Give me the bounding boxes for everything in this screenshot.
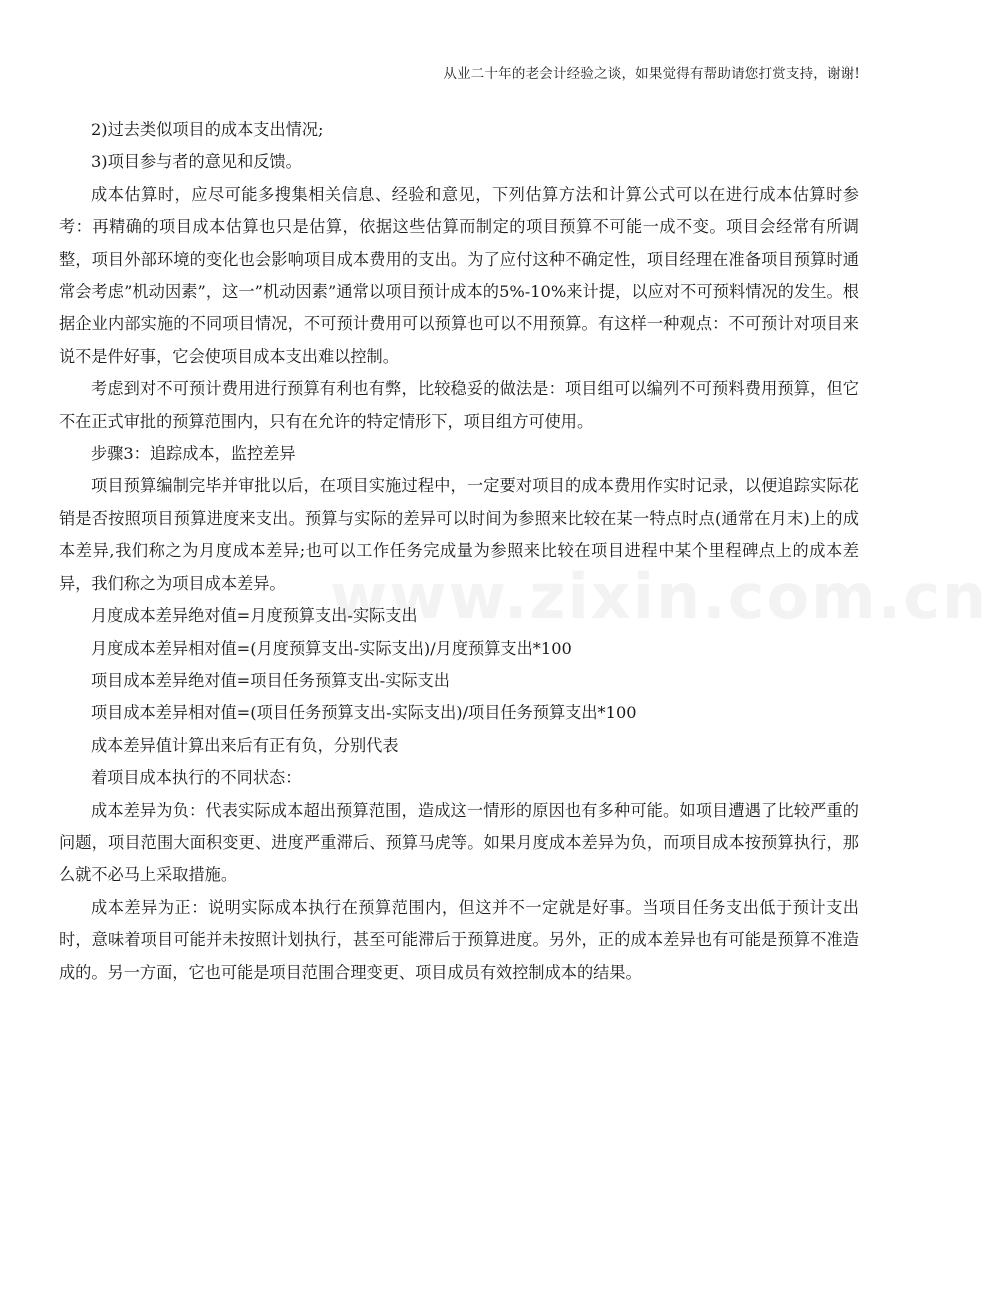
- paragraph-past-projects: 2)过去类似项目的成本支出情况;: [91, 120, 324, 139]
- paragraph-cost-estimation: 成本估算时，应尽可能多搜集相关信息、经验和意见，下列估算方法和计算公式可以在进行成本估算时参考：再精确的项目成本估算也只是估算，依据这些估算而制定的项目预算不可能一成不变。项目会经常有所调整，项目外部环境的变化也会影响项目成本费用的支出。为了应付这种不确定性，项目经理在准备项目预算时通常会考虑”机动因素”，这一”机动因素”通常以项目预计成本的5%-10%来计提，以应对不可预料情况的发生。根据企业内部实施的不同项目情况，不可预计费用可以预算也可以不用预算。有这样一种观点：不可预计对项目来说不是件好事，它会使项目成本支出难以控制。: [59, 184, 859, 366]
- formula-monthly-relative: 月度成本差异相对值=(月度预算支出-实际支出)/月度预算支出*100: [91, 638, 572, 658]
- watermark: www.zixin.com.cn: [330, 560, 988, 633]
- paragraph-positive-negative: 成本差异值计算出来后有正有负，分别代表: [91, 735, 399, 755]
- formula-project-absolute: 项目成本差异绝对值=项目任务预算支出-实际支出: [91, 670, 450, 690]
- paragraph-contingency-budget: 考虑到对不可预计费用进行预算有利也有弊，比较稳妥的做法是：项目组可以编列不可预料费用预算，但它不在正式审批的预算范围内，只有在允许的特定情形下，项目组方可使用。: [59, 379, 859, 431]
- paragraph-execution-states: 着项目成本执行的不同状态：: [91, 768, 302, 788]
- document-body: [59, 114, 859, 989]
- paragraph-track-variance: 项目预算编制完毕并审批以后，在项目实施过程中，一定要对项目的成本费用作实时记录，以便追踪实际花销是否按照项目预算进度来支出。预算与实际的差异可以时间为参照来比较在某一特点时点(通常在月末)上的成本差异,我们称之为月度成本差异;也可以工作任务完成量为参照来比较在项目进程中某个里程碑点上的成本差异，我们称之为项目成本差异。: [59, 476, 859, 593]
- paragraph-positive-variance: 成本差异为正：说明实际成本执行在预算范围内，但这并不一定就是好事。当项目任务支出低于预计支出时，意味着项目可能并未按照计划执行，甚至可能滞后于预算进度。另外，正的成本差异也有可能是预算不准造成的。另一方面，它也可能是项目范围合理变更、项目成员有效控制成本的结果。: [59, 897, 859, 982]
- formula-project-relative: 项目成本差异相对值=(项目任务预算支出-实际支出)/项目任务预算支出*100: [91, 703, 637, 723]
- header-note: 从业二十年的老会计经验之谈，如果觉得有帮助请您打赏支持，谢谢!: [443, 66, 860, 82]
- paragraph-negative-variance: 成本差异为负：代表实际成本超出预算范围，造成这一情形的原因也有多种可能。如项目遭遇了比较严重的问题，项目范围大面积变更、进度严重滞后、预算马虎等。如果月度成本差异为负，而项目成本按预算执行，那么就不必马上采取措施。: [59, 800, 859, 885]
- formula-monthly-absolute: 月度成本差异绝对值=月度预算支出-实际支出: [91, 606, 418, 626]
- paragraph-participant-feedback: 3)项目参与者的意见和反馈。: [91, 152, 302, 172]
- step-3-heading: 步骤3：追踪成本，监控差异: [91, 444, 296, 464]
